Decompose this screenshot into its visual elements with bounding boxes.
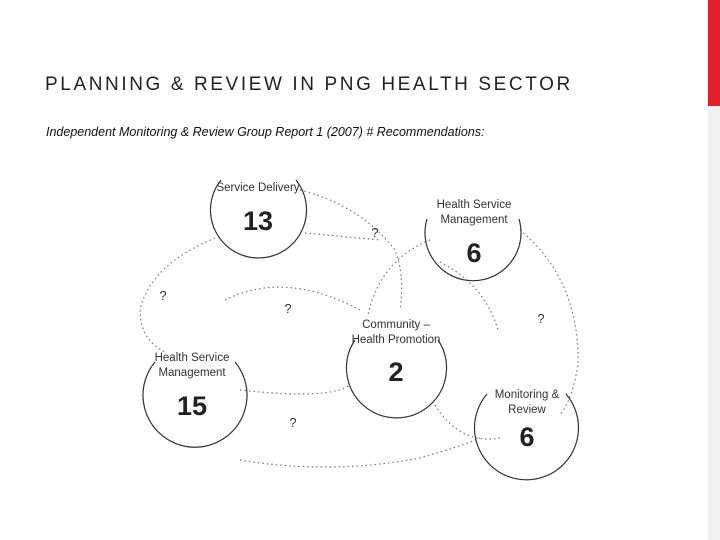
- node-service-delivery: [216, 182, 299, 236]
- question-mark: ?: [289, 415, 297, 430]
- node-rings: [143, 180, 578, 480]
- connector-community-to-monitoring: [435, 405, 500, 439]
- connector-hsm-top-to-monitoring: [520, 230, 578, 415]
- node-label-line: Health Service: [154, 352, 230, 364]
- slide-title: PLANNING & REVIEW IN PNG HEALTH SECTOR: [45, 74, 573, 95]
- connector-sd-to-hsm-left: [140, 238, 215, 352]
- node-monitoring: [495, 389, 560, 452]
- node-label-line: Review: [508, 404, 546, 416]
- node-label-line: Health Promotion: [351, 334, 441, 346]
- node-count: 2: [388, 357, 404, 387]
- question-mark: ?: [537, 311, 545, 326]
- node-hsm-left: [155, 352, 230, 421]
- node-label-line: Management: [158, 367, 226, 379]
- node-hsm-top: [437, 199, 512, 268]
- question-mark: ?: [371, 225, 379, 240]
- connector-sd-to-hsm-top: [300, 190, 402, 310]
- node-count: 6: [466, 238, 482, 268]
- unknown-markers: [159, 225, 544, 430]
- node-label-line: Management: [440, 214, 508, 226]
- connector-sd-right: [305, 233, 380, 240]
- node-label-line: Health Service: [436, 199, 512, 211]
- slide-subtitle: Independent Monitoring & Review Group Report 1 (2007) # Recommendations:: [46, 125, 485, 139]
- connector-hsm-left-to-community: [225, 287, 360, 310]
- connector-hsm-left-bottom: [240, 385, 350, 394]
- node-label-line: Community –: [362, 319, 430, 331]
- connector-hsm-top-inner: [440, 262, 498, 330]
- node-community: [352, 319, 441, 387]
- question-mark: ?: [159, 288, 167, 303]
- node-label-line: Service Delivery: [216, 182, 300, 194]
- connector-hsm-top-to-community: [368, 240, 430, 315]
- question-mark: ?: [284, 301, 292, 316]
- node-count: 6: [519, 422, 535, 452]
- connector-hsm-left-to-monitoring: [240, 438, 480, 467]
- node-count: 13: [242, 206, 274, 236]
- connector-lines: [140, 190, 578, 467]
- node-count: 15: [176, 391, 208, 421]
- node-label-line: Monitoring &: [494, 389, 560, 401]
